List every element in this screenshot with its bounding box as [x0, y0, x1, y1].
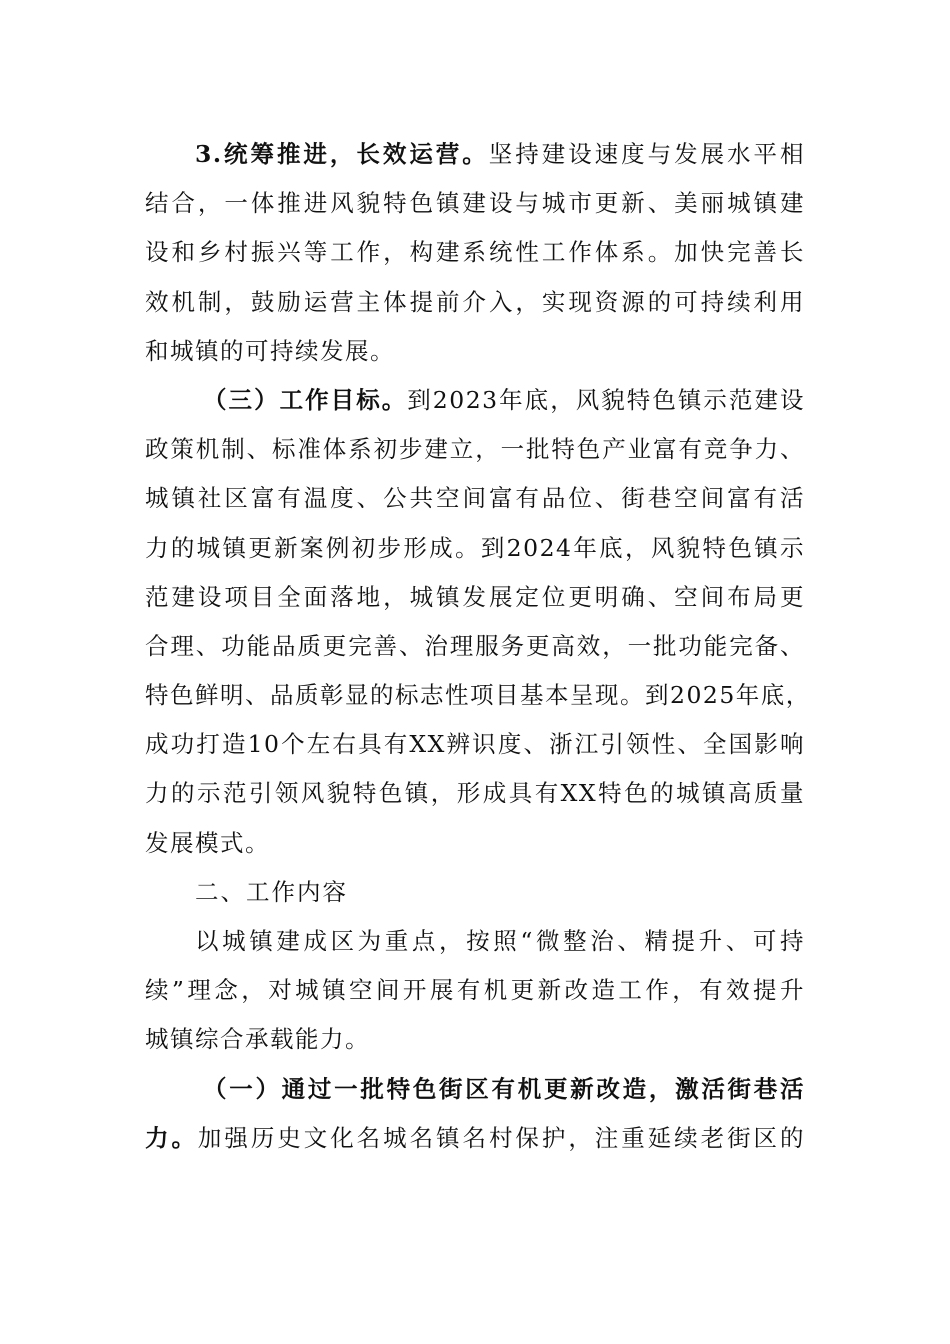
- p1-line-3: 设和乡村振兴等工作，构建系统性工作体系。加快完善长: [145, 238, 805, 267]
- p2-line-1: [145, 376, 805, 425]
- p2-line-4: 力的城镇更新案例初步形成。到2024年底，风貌特色镇示: [145, 533, 805, 562]
- p2-line-3: 城镇社区富有温度、公共空间富有品位、街巷空间富有活: [145, 484, 805, 513]
- p4-line-2: [145, 1114, 805, 1163]
- p2-line-9: 力的示范引领风貌特色镇，形成具有XX特色的城镇高质量: [145, 779, 805, 808]
- p1-line-4: 效机制，鼓励运营主体提前介入，实现资源的可持续利用: [145, 287, 805, 316]
- p3-line-2: 续”理念，对城镇空间开展有机更新改造工作，有效提升: [145, 976, 805, 1005]
- p3-line-1: 以城镇建成区为重点，按照“微整治、精提升、可持: [195, 927, 805, 955]
- p2-line-5: 范建设项目全面落地，城镇发展定位更明确、空间布局更: [145, 582, 805, 611]
- p2-line-7: 特色鲜明、品质彰显的标志性项目基本呈现。到2025年底，: [145, 681, 811, 710]
- p1-lead: 3.统筹推进，长效运营。: [195, 140, 489, 168]
- p4-lead-end: 力。: [145, 1123, 198, 1152]
- p4-line-2-text: 加强历史文化名城名镇名村保护，注重延续老街区的: [197, 1123, 806, 1152]
- p1-line-2: 结合，一体推进风貌特色镇建设与城市更新、美丽城镇建: [145, 189, 805, 218]
- p2-line-10: 发展模式。: [145, 828, 270, 857]
- p2-line-2: 政策机制、标准体系初步建立，一批特色产业富有竞争力、: [145, 435, 805, 464]
- p2-line-6: 合理、功能品质更完善、治理服务更高效，一批功能完备、: [145, 631, 805, 660]
- p1-line-5: 和城镇的可持续发展。: [145, 336, 395, 365]
- p3-line-3: 城镇综合承载能力。: [145, 1025, 370, 1054]
- p2-line-1-text: 到2023年底，风貌特色镇示范建设: [407, 385, 805, 414]
- p2-lead: （三）工作目标。: [203, 385, 408, 414]
- p1-line-1: [145, 130, 805, 179]
- p2-line-8: 成功打造10个左右具有XX辨识度、浙江引领性、全国影响: [145, 730, 805, 759]
- section-heading: 二、工作内容: [195, 877, 348, 906]
- p4-line-1: （一）通过一批特色街区有机更新改造，激活街巷活: [203, 1074, 805, 1103]
- p1-line-1-text: 坚持建设速度与发展水平相: [488, 140, 805, 168]
- document-body: [145, 130, 811, 1163]
